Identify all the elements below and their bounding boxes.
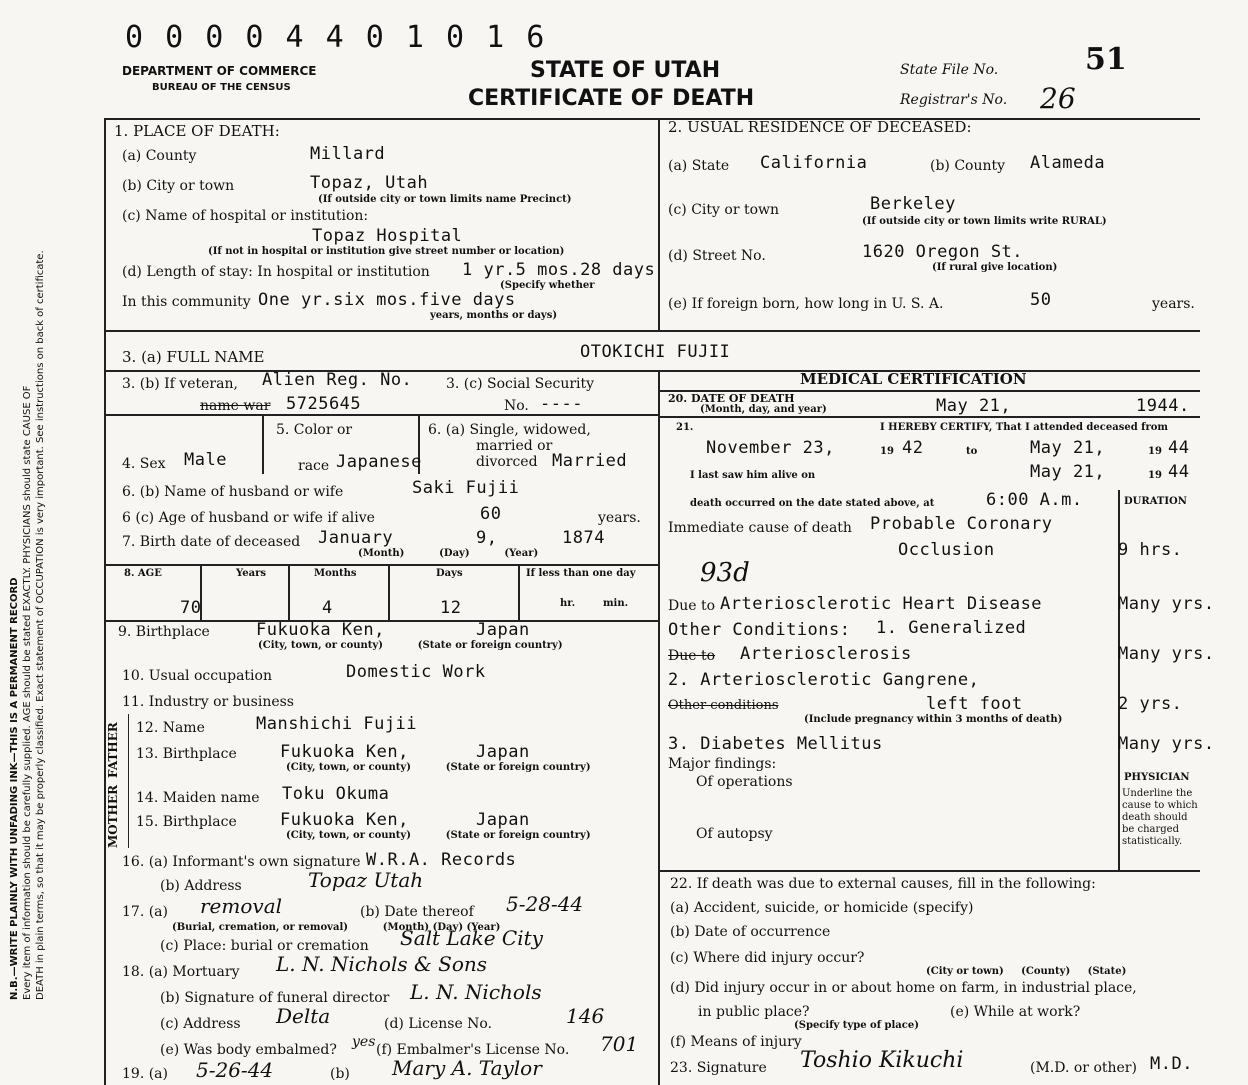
mother-bp-label: 15. Birthplace bbox=[136, 814, 237, 830]
side-instructions bbox=[8, 120, 47, 1000]
immediate-value-2: Occlusion bbox=[898, 540, 995, 560]
filed-date: 5-26-44 bbox=[196, 1058, 274, 1082]
mother-label: MOTHER bbox=[106, 784, 120, 848]
res-foreign-label: (e) If foreign born, how long in U. S. A. bbox=[668, 296, 944, 312]
alien-value: Alien Reg. No. bbox=[262, 370, 413, 390]
father-bp-city: Fukuoka Ken, bbox=[280, 742, 409, 762]
birth-month: January bbox=[318, 528, 394, 548]
mort-address-label: (c) Address bbox=[160, 1016, 241, 1032]
burial-place-label: (c) Place: burial or cremation bbox=[160, 938, 369, 954]
century-1: 19 bbox=[880, 446, 894, 457]
ext-c-sub: (City or town) (County) (State) bbox=[926, 966, 1127, 977]
res-city-value: Berkeley bbox=[870, 194, 956, 214]
birthplace-city: Fukuoka Ken, bbox=[256, 620, 385, 640]
embalmed-label: (e) Was body embalmed? bbox=[160, 1042, 337, 1058]
res-county-value: Alameda bbox=[1030, 153, 1106, 173]
age-days: 12 bbox=[440, 598, 462, 618]
mortuary-label: 18. (a) Mortuary bbox=[122, 964, 240, 980]
birthplace-country: Japan bbox=[476, 620, 530, 640]
director-label: (b) Signature of funeral director bbox=[160, 990, 390, 1006]
color-label: 5. Color or bbox=[276, 422, 353, 438]
signature-role-value: M.D. bbox=[1150, 1054, 1193, 1074]
immediate-duration: 9 hrs. bbox=[1118, 540, 1183, 560]
address-label: (b) Address bbox=[160, 878, 242, 894]
res-street-note: (If rural give location) bbox=[932, 262, 1058, 273]
pregnancy-note: (Include pregnancy within 3 months of death) bbox=[804, 714, 1063, 725]
attended-from: November 23, bbox=[706, 438, 835, 458]
last-saw-label: I last saw him alive on bbox=[690, 470, 816, 481]
marital-label: 6. (a) Single, widowed, bbox=[428, 422, 591, 438]
stay-label: (d) Length of stay: In hospital or institution bbox=[122, 264, 430, 280]
century-3: 19 bbox=[1148, 470, 1162, 481]
address-value: Topaz Utah bbox=[308, 868, 424, 892]
spouse-age-value: 60 bbox=[480, 504, 502, 524]
to-label: to bbox=[966, 446, 978, 457]
father-bp-country: Japan bbox=[476, 742, 530, 762]
operations-label: Of operations bbox=[696, 774, 793, 790]
full-name-value: OTOKICHI FUJII bbox=[580, 342, 731, 362]
autopsy-label: Of autopsy bbox=[696, 826, 773, 842]
res-foreign-value: 50 bbox=[1030, 290, 1052, 310]
ss-no-label: No. bbox=[504, 398, 529, 414]
dod-value: May 21, bbox=[936, 396, 1012, 416]
burial-value: removal bbox=[200, 894, 283, 918]
city-label: (b) City or town bbox=[122, 178, 235, 194]
alien-label: 3. (b) If veteran, bbox=[122, 376, 238, 392]
ext-d2: in public place? bbox=[698, 1004, 810, 1020]
side-line-1: N.B.—WRITE PLAINLY WITH UNFADING INK—THIS IS A PERMANENT RECORD bbox=[9, 577, 20, 1000]
registrar-sig: Mary A. Taylor bbox=[392, 1056, 542, 1080]
ext-d: (d) Did injury occur in or about home on farm, in industrial place, bbox=[670, 980, 1137, 996]
hr-min: hr. min. bbox=[560, 598, 629, 609]
age-years: 70 bbox=[180, 598, 202, 618]
attended-to-year: 44 bbox=[1168, 438, 1190, 458]
months-label: Months bbox=[314, 568, 357, 579]
res-state-value: California bbox=[760, 153, 868, 173]
registrar-value: 26 bbox=[1040, 82, 1076, 115]
ext-f: (f) Means of injury bbox=[670, 1034, 802, 1050]
race-value: Japanese bbox=[336, 452, 422, 472]
age-label: 8. AGE bbox=[124, 568, 162, 579]
registrar-sig-label: (b) bbox=[330, 1066, 350, 1082]
birthplace-sub: (City, town, or county) (State or foreign country) bbox=[258, 640, 563, 651]
stay-value: 1 yr.5 mos.28 days bbox=[462, 260, 656, 280]
other-2: 2. Arteriosclerotic Gangrene, bbox=[668, 670, 980, 690]
attended-to: May 21, bbox=[1030, 438, 1106, 458]
years-label: Years bbox=[236, 568, 267, 579]
hospital-note: (If not in hospital or institution give street number or location) bbox=[208, 246, 565, 257]
occupation-label: 10. Usual occupation bbox=[122, 668, 272, 684]
bureau-label: BUREAU OF THE CENSUS bbox=[152, 82, 291, 93]
sex-label: 4. Sex bbox=[122, 456, 166, 472]
father-name: Manshichi Fujii bbox=[256, 714, 418, 734]
mother-bp-sub: (City, town, or county) (State or foreign country) bbox=[286, 830, 591, 841]
county-value: Millard bbox=[310, 144, 386, 164]
registrar-label: Registrar's No. bbox=[900, 92, 1008, 108]
license-label: (d) License No. bbox=[384, 1016, 493, 1032]
state-file-label: State File No. bbox=[900, 62, 999, 78]
spouse-age-label: 6 (c) Age of husband or wife if alive bbox=[122, 510, 375, 526]
immediate-value: Probable Coronary bbox=[870, 514, 1053, 534]
sex-value: Male bbox=[184, 450, 227, 470]
due-duration: Many yrs. bbox=[1118, 594, 1215, 614]
birth-day: 9, bbox=[476, 528, 498, 548]
spouse-value: Saki Fujii bbox=[412, 478, 520, 498]
embalmed-value: yes bbox=[352, 1034, 376, 1050]
major-findings-label: Major findings: bbox=[668, 756, 777, 772]
burial-date-value: 5-28-44 bbox=[506, 892, 584, 916]
birth-year: 1874 bbox=[562, 528, 605, 548]
external-heading: 22. If death was due to external causes, fill in the following: bbox=[670, 876, 1096, 892]
signature-value: Toshio Kikuchi bbox=[800, 1048, 964, 1073]
place-of-death-heading: 1. PLACE OF DEATH: bbox=[114, 122, 280, 140]
department-label: DEPARTMENT OF COMMERCE bbox=[122, 64, 317, 78]
father-bp-sub: (City, town, or county) (State or foreign country) bbox=[286, 762, 591, 773]
other-2-duration: 2 yrs. bbox=[1118, 694, 1183, 714]
occurred-label: death occurred on the date stated above, at bbox=[690, 498, 935, 509]
physician-note: Underline the cause to which death should be charged statistically. bbox=[1122, 788, 1198, 847]
side-line-3: DEATH in plain terms, so that it may be properly classified. Exact statement of OCCUPATION is very important. See instructions on back of certificate. bbox=[35, 250, 46, 1000]
res-city-note: (If outside city or town limits write RURAL) bbox=[862, 216, 1107, 227]
mother-name-label: 14. Maiden name bbox=[136, 790, 260, 806]
director-value: L. N. Nichols bbox=[410, 980, 542, 1004]
ext-b: (b) Date of occurrence bbox=[670, 924, 831, 940]
alien-number: 5725645 bbox=[286, 394, 362, 414]
community-value: One yr.six mos.five days bbox=[258, 290, 516, 310]
community-note: years, months or days) bbox=[430, 310, 558, 321]
attended-from-year: 42 bbox=[902, 438, 924, 458]
burial-sub: (Burial, cremation, or removal) (Month) (Day) (Year) bbox=[172, 922, 501, 933]
mother-bp-country: Japan bbox=[476, 810, 530, 830]
signature-label: 23. Signature bbox=[670, 1060, 767, 1076]
signature-role-label: (M.D. or other) bbox=[1030, 1060, 1137, 1076]
other-1: 1. Generalized bbox=[876, 618, 1027, 638]
marital-label-3: divorced bbox=[476, 454, 538, 470]
burial-place-value: Salt Lake City bbox=[400, 926, 543, 950]
last-saw-year: 44 bbox=[1168, 462, 1190, 482]
residence-heading: 2. USUAL RESIDENCE OF DECEASED: bbox=[668, 118, 972, 136]
specify-note: (Specify whether bbox=[500, 280, 595, 291]
dod-label: 20. DATE OF DEATH bbox=[668, 392, 795, 405]
birthplace-label: 9. Birthplace bbox=[118, 624, 210, 640]
marital-value: Married bbox=[552, 451, 628, 471]
father-name-label: 12. Name bbox=[136, 720, 205, 736]
ext-a: (a) Accident, suicide, or homicide (specify) bbox=[670, 900, 974, 916]
medical-heading: MEDICAL CERTIFICATION bbox=[800, 370, 1027, 388]
res-state-label: (a) State bbox=[668, 158, 730, 174]
physician-label: PHYSICIAN bbox=[1124, 772, 1190, 783]
spouse-label: 6. (b) Name of husband or wife bbox=[122, 484, 344, 500]
age-months: 4 bbox=[322, 598, 333, 618]
mort-address-value: Delta bbox=[276, 1004, 331, 1028]
certificate-number: 0 0 0 0 4 4 0 1 0 1 6 bbox=[125, 20, 547, 55]
embalmer-value: 701 bbox=[600, 1032, 639, 1056]
state-title: STATE OF UTAH bbox=[530, 58, 721, 83]
res-foreign-unit: years. bbox=[1152, 296, 1195, 312]
hospital-value: Topaz Hospital bbox=[312, 226, 463, 246]
city-note: (If outside city or town limits name Precinct) bbox=[318, 194, 572, 205]
full-name-label: 3. (a) FULL NAME bbox=[122, 348, 265, 366]
res-county-label: (b) County bbox=[930, 158, 1006, 174]
res-street-label: (d) Street No. bbox=[668, 248, 766, 264]
industry-label: 11. Industry or business bbox=[122, 694, 294, 710]
cause-code: 93d bbox=[700, 558, 750, 588]
birth-sub: (Month) (Day) (Year) bbox=[358, 548, 539, 559]
alien-sub: name war bbox=[200, 398, 271, 414]
filed-label: 19. (a) bbox=[122, 1066, 168, 1082]
mother-bp-city: Fukuoka Ken, bbox=[280, 810, 409, 830]
certify-num: 21. bbox=[676, 422, 694, 433]
res-city-label: (c) City or town bbox=[668, 202, 780, 218]
spouse-age-unit: years. bbox=[598, 510, 641, 526]
side-line-2: Every item of information should be carefully supplied. AGE should be stated EXACTLY. PHYSICIANS should state CAUSE OF bbox=[22, 385, 33, 1000]
century-2: 19 bbox=[1148, 446, 1162, 457]
birth-label: 7. Birth date of deceased bbox=[122, 534, 301, 550]
last-saw: May 21, bbox=[1030, 462, 1106, 482]
other-2b: left foot bbox=[926, 694, 1023, 714]
ext-d-sub: (Specify type of place) bbox=[794, 1020, 919, 1031]
state-file-value: 51 bbox=[1085, 42, 1127, 77]
other-conditions-label-2: Other conditions bbox=[668, 698, 779, 713]
other-1b: Arteriosclerosis bbox=[740, 644, 912, 664]
dod-year: 1944. bbox=[1136, 396, 1190, 416]
marital-label-2: married or bbox=[476, 438, 553, 454]
other-conditions-label: Other Conditions: bbox=[668, 620, 851, 640]
ext-c: (c) Where did injury occur? bbox=[670, 950, 865, 966]
other-3: 3. Diabetes Mellitus bbox=[668, 734, 883, 754]
race-label: race bbox=[298, 458, 330, 474]
embalmer-label: (f) Embalmer's License No. bbox=[376, 1042, 570, 1058]
other-3-duration: Many yrs. bbox=[1118, 734, 1215, 754]
father-bp-label: 13. Birthplace bbox=[136, 746, 237, 762]
res-street-value: 1620 Oregon St. bbox=[862, 242, 1024, 262]
due-value: Arteriosclerotic Heart Disease bbox=[720, 594, 1043, 614]
due-label-2: Due to bbox=[668, 648, 716, 664]
other-1-duration: Many yrs. bbox=[1118, 644, 1215, 664]
mother-name: Toku Okuma bbox=[282, 784, 390, 804]
informant-label: 16. (a) Informant's own signature bbox=[122, 854, 361, 870]
father-label: FATHER bbox=[106, 722, 120, 778]
license-value: 146 bbox=[566, 1004, 605, 1028]
county-label: (a) County bbox=[122, 148, 197, 164]
occurred-value: 6:00 A.m. bbox=[986, 490, 1083, 510]
certificate-title: CERTIFICATE OF DEATH bbox=[468, 86, 755, 111]
duration-label: DURATION bbox=[1124, 496, 1187, 507]
city-value: Topaz, Utah bbox=[310, 173, 429, 193]
hospital-label: (c) Name of hospital or institution: bbox=[122, 208, 369, 224]
ext-e: (e) While at work? bbox=[950, 1004, 1081, 1020]
lessday-label: If less than one day bbox=[526, 568, 636, 579]
immediate-label: Immediate cause of death bbox=[668, 520, 852, 536]
certify-text: I HEREBY CERTIFY, That I attended deceased from bbox=[880, 422, 1169, 433]
burial-label: 17. (a) bbox=[122, 904, 168, 920]
dod-sub: (Month, day, and year) bbox=[700, 404, 827, 415]
days-label: Days bbox=[436, 568, 463, 579]
ss-label: 3. (c) Social Security bbox=[446, 376, 595, 392]
informant-value: W.R.A. Records bbox=[366, 850, 517, 870]
occupation-value: Domestic Work bbox=[346, 662, 486, 682]
due-label: Due to bbox=[668, 598, 716, 614]
ss-value: ---- bbox=[540, 394, 583, 414]
mortuary-value: L. N. Nichols & Sons bbox=[276, 952, 488, 976]
burial-date-label: (b) Date thereof bbox=[360, 904, 474, 920]
community-label: In this community bbox=[122, 294, 251, 310]
